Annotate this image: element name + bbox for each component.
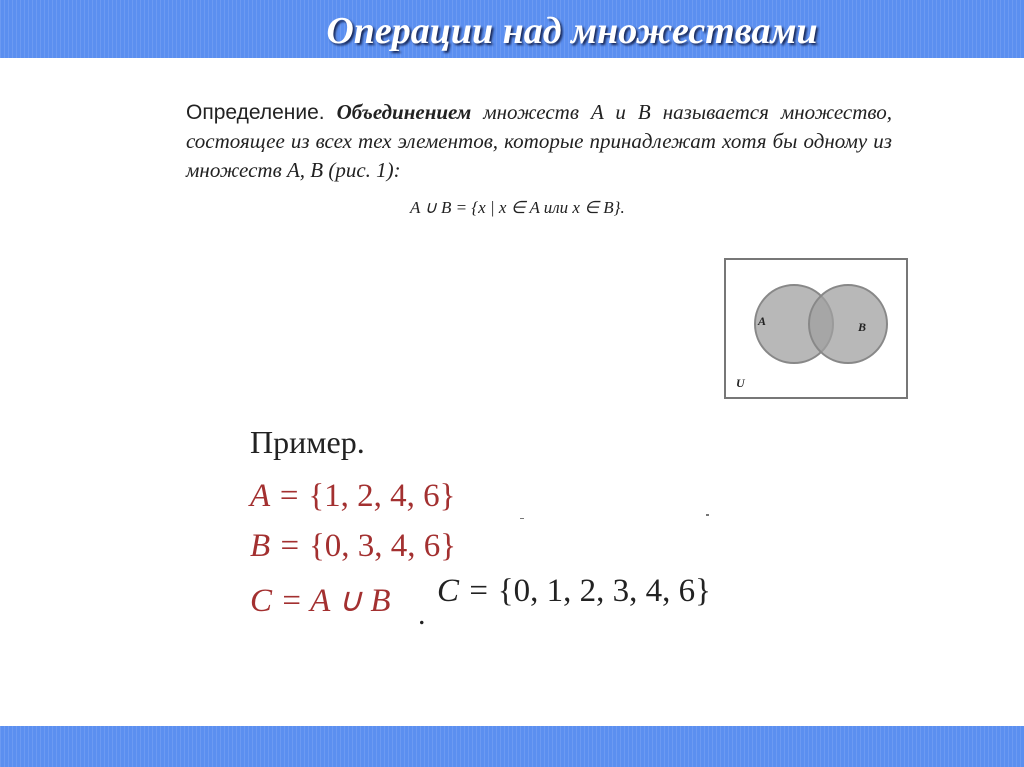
equation-a	[250, 478, 456, 515]
label-u: U	[736, 376, 745, 390]
definition-lead: Определение.	[186, 101, 325, 124]
equation-a-lhs: A =	[250, 478, 301, 514]
example-title: Пример.	[250, 424, 365, 460]
equation-c-result-lhs: C =	[437, 573, 490, 609]
bottom-band	[0, 726, 1024, 767]
equation-c-result	[437, 573, 711, 610]
speck	[706, 514, 709, 516]
venn-diagram	[716, 250, 907, 400]
equation-b-set: {0, 3, 4, 6}	[308, 528, 457, 564]
equation-c: C = A ∪ B	[250, 583, 391, 619]
definition-paragraph	[186, 98, 892, 185]
definition-term: Объединением	[336, 100, 472, 124]
equation-c-dot: .	[418, 598, 426, 631]
circle-b	[808, 284, 888, 364]
slide-title: Операции над множествами	[326, 10, 818, 52]
universe-box	[724, 258, 908, 399]
equation-b	[250, 528, 456, 565]
definition-text: множеств A и B называется множество, состоящее из всех тех элементов, которые принадлежат хотя бы одному из множеств A, B (рис. 1):	[186, 100, 893, 182]
label-b: B	[858, 320, 867, 334]
equation-a-set: {1, 2, 4, 6}	[308, 478, 456, 514]
equation-c-result-set: {0, 1, 2, 3, 4, 6}	[497, 573, 711, 609]
scan-specks	[520, 512, 720, 522]
label-a: A	[758, 314, 767, 328]
equation-b-lhs: B =	[250, 528, 301, 564]
union-formula: A ∪ B = {x | x ∈ A или x ∈ B}.	[410, 198, 625, 217]
speck	[520, 518, 524, 519]
